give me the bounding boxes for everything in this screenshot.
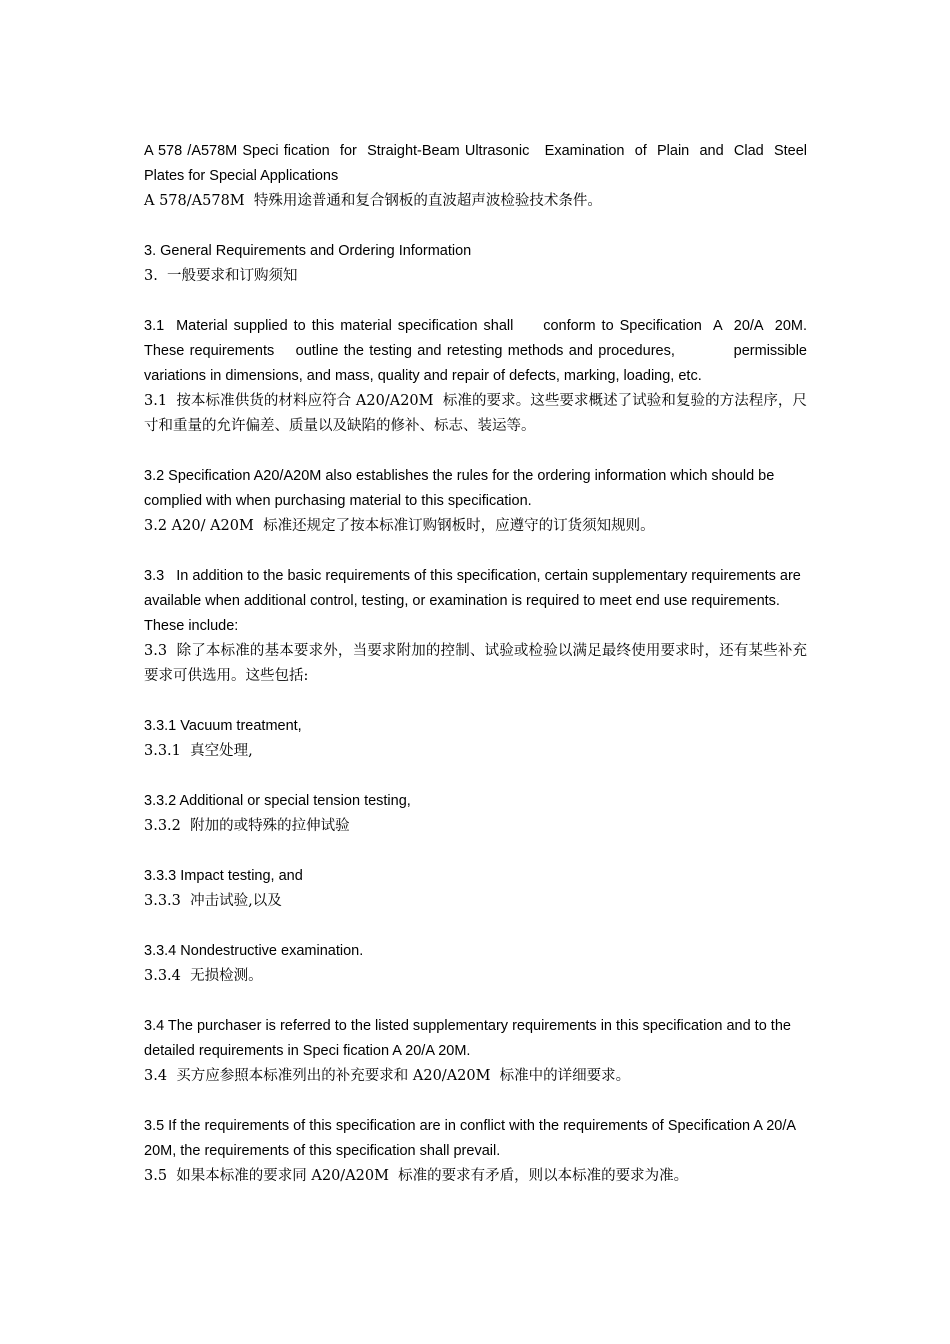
section-3-3-2: [144, 789, 807, 839]
intro-block: [144, 139, 812, 214]
section-3-3-1-zh: 3.3.1 真空处理,: [144, 743, 253, 759]
section-3-3-zh: 3.3 除了本标准的基本要求外，当要求附加的控制、试验或检验以满足最终使用要求时，还有某些补充要求可供选用。这些包括:: [144, 643, 807, 684]
section-3-5-en: 3.5 If the requirements of this specification are in conflict with the requirements of Specification A 20/A 20M, the requirements of this specification shall prevail.: [144, 1118, 800, 1159]
section-3-2-en: 3.2 Specification A20/A20M also establishes the rules for the ordering information which should be complied with when purchasing material to this specification.: [144, 468, 779, 509]
section-3-3-3: [144, 864, 807, 914]
section-3-3-4-zh: 3.3.4 无损检测。: [144, 968, 263, 984]
document-page: [144, 139, 812, 1214]
intro-zh: A 578/A578M 特殊用途普通和复合钢板的直波超声波检验技术条件。: [144, 193, 602, 209]
section-3-3-2-en: 3.3.2 Additional or special tension testing,: [144, 793, 411, 809]
section-3-3-3-en: 3.3.3 Impact testing, and: [144, 868, 303, 884]
section-3-4-zh: 3.4 买方应参照本标准列出的补充要求和 A20/A20M 标准中的详细要求。: [144, 1068, 631, 1084]
section-3-5-zh: 3.5 如果本标准的要求同 A20/A20M 标准的要求有矛盾，则以本标准的要求为准。: [144, 1168, 689, 1184]
section-3-4-en: 3.4 The purchaser is referred to the listed supplementary requirements in this specification and to the detailed requirements in Speci fication A 20/A 20M.: [144, 1018, 795, 1059]
section-3-1-en: 3.1 Material supplied to this material specification shall conform to Specification A 20/A 20M. These requirements outline the testing and retesting methods and procedures, permissible variations in dimensions, and mass, quality and repair of defects, marking, loading, etc.: [144, 318, 812, 384]
section-3: [144, 239, 807, 289]
section-3-en: 3. General Requirements and Ordering Information: [144, 243, 472, 259]
section-3-3-1: [144, 714, 807, 764]
section-3-1-zh: 3.1 按本标准供货的材料应符合 A20/A20M 标准的要求。这些要求概述了试验和复验的方法程序，尺寸和重量的允许偏差、质量以及缺陷的修补、标志、装运等。: [144, 393, 807, 434]
intro-en: A 578 /A578M Speci fication for Straight-Beam Ultrasonic Examination of Plain and Clad Steel Plates for Special Applications: [144, 143, 812, 184]
section-3-3-1-en: 3.3.1 Vacuum treatment,: [144, 718, 302, 734]
section-3-4: [144, 1014, 807, 1089]
section-3-3: [144, 564, 807, 689]
section-3-3-en: 3.3 In addition to the basic requirements of this specification, certain supplementary requirements are available when additional control, testing, or examination is required to meet end use requirements. These include:: [144, 568, 805, 634]
section-3-3-4: [144, 939, 807, 989]
section-3-1: [144, 314, 812, 439]
section-3-zh: 3. 一般要求和订购须知: [144, 268, 298, 284]
section-3-3-2-zh: 3.3.2 附加的或特殊的拉伸试验: [144, 818, 350, 834]
section-3-2-zh: 3.2 A20/ A20M 标准还规定了按本标准订购钢板时，应遵守的订货须知规则。: [144, 518, 655, 534]
section-3-2: [144, 464, 807, 539]
section-3-3-3-zh: 3.3.3 冲击试验,以及: [144, 893, 282, 909]
section-3-3-4-en: 3.3.4 Nondestructive examination.: [144, 943, 364, 959]
section-3-5: [144, 1114, 807, 1189]
